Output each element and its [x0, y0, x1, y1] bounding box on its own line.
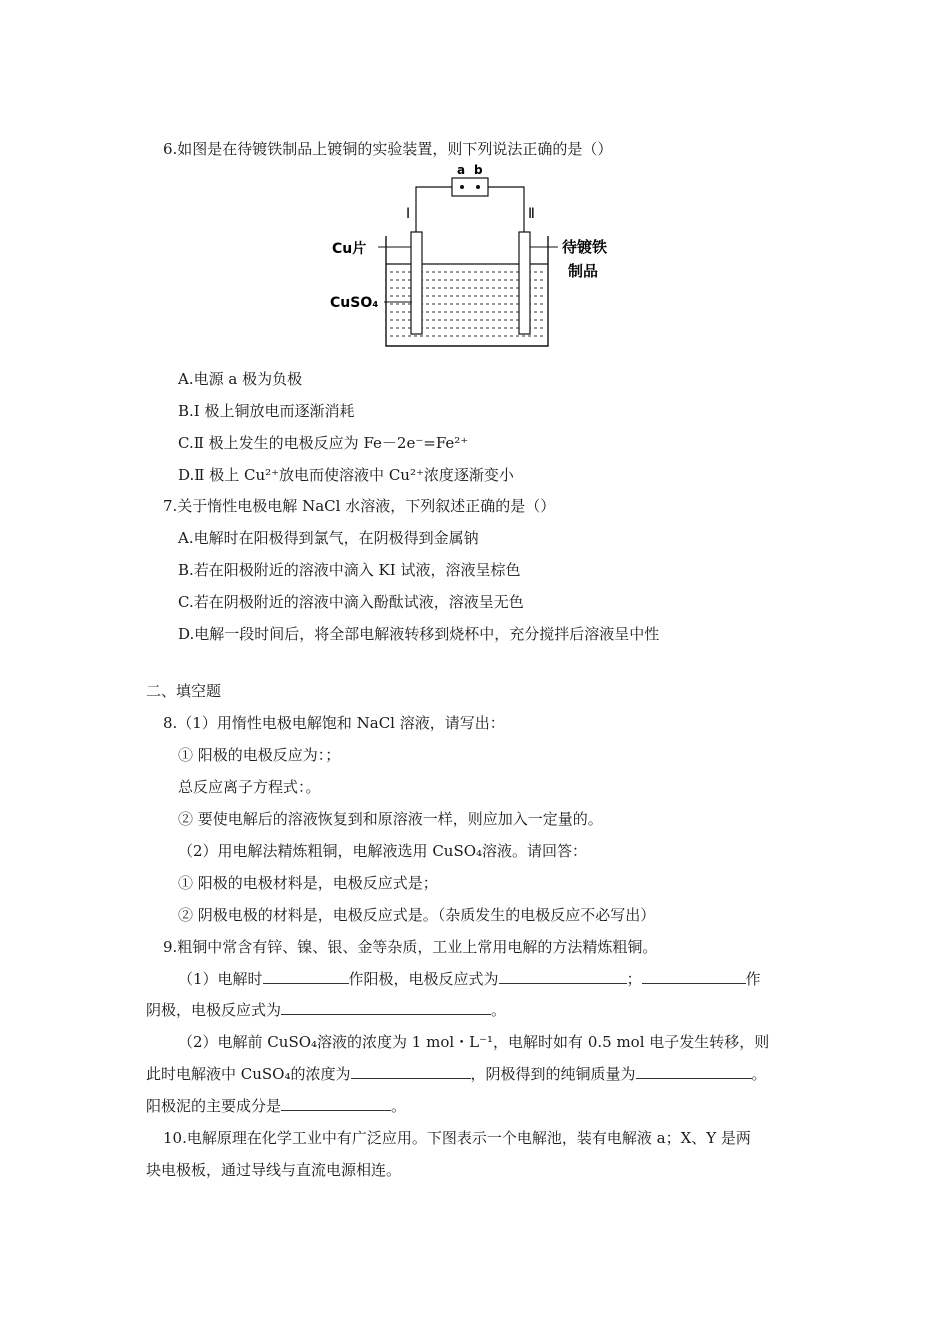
cuso4-label: CuSO₄: [330, 295, 379, 311]
wire-right: [488, 187, 524, 236]
answer-blank[interactable]: [636, 1064, 752, 1079]
answer-blank[interactable]: [281, 1096, 391, 1111]
q7-stem: 7.关于惰性电极电解 NaCl 水溶液，下列叙述正确的是（）: [163, 497, 556, 515]
q9-stem: 9.粗铜中常含有锌、镍、银、金等杂质，工业上常用电解的方法精炼粗铜。: [163, 938, 658, 956]
electroplating-apparatus-figure: [328, 158, 628, 360]
electrode-2-iron-item: [519, 232, 530, 334]
q9-part2-line2: [146, 1064, 767, 1084]
electrode-1-cu-plate: [411, 232, 422, 334]
q9-part1-line2: [146, 1000, 506, 1020]
q8-line-1: 8.（1）用惰性电极电解饱和 NaCl 溶液，请写出：: [163, 714, 505, 732]
wire-left: [416, 187, 452, 236]
power-source-box: [452, 178, 488, 196]
q8-line-3: 总反应离子方程式：。: [178, 778, 321, 796]
q9-p1-text-e: 阴极，电极反应式为: [146, 1001, 282, 1019]
terminal-b-dot: [476, 185, 480, 189]
terminal-b-label: b: [474, 163, 483, 177]
q7-option-a: A.电解时在阳极得到氯气，在阴极得到金属钠: [178, 529, 479, 547]
q7-option-b: B.若在阳极附近的溶液中滴入 KI 试液，溶液呈棕色: [178, 561, 521, 579]
q9-p2-text-e: 阳极泥的主要成分是: [146, 1097, 282, 1115]
section-heading-fill-in: 二、填空题: [146, 682, 222, 700]
q9-p1-text-d: 作: [745, 970, 761, 988]
q9-p1-text-f: 。: [491, 1001, 507, 1019]
answer-blank[interactable]: [351, 1064, 471, 1079]
q7-option-c: C.若在阴极附近的溶液中滴入酚酞试液，溶液呈无色: [178, 593, 524, 611]
q10-line-1: 10.电解原理在化学工业中有广泛应用。下图表示一个电解池，装有电解液 a；X、Y 是两: [163, 1129, 751, 1147]
q9-p1-text-c: ；: [626, 970, 642, 988]
q8-line-5: （2）用电解法精炼粗铜，电解液选用 CuSO₄溶液。请回答：: [178, 842, 588, 860]
q9-part2-line3: [146, 1096, 406, 1116]
q9-p2-text-d: 。: [751, 1065, 767, 1083]
q9-part1-line1: [178, 969, 761, 989]
answer-blank[interactable]: [281, 1000, 491, 1015]
iron-label-line2: 制品: [568, 262, 599, 280]
q6-option-c: C.Ⅱ 极上发生的电极反应为 Fe－2e⁻=Fe²⁺: [178, 434, 469, 452]
q10-line-2: 块电极板，通过导线与直流电源相连。: [146, 1161, 402, 1179]
q6-stem: 6.如图是在待镀铁制品上镀铜的实验装置，则下列说法正确的是（）: [163, 140, 613, 158]
answer-blank[interactable]: [642, 969, 746, 984]
q9-p2-text-c: ，阴极得到的纯铜质量为: [470, 1065, 636, 1083]
iron-label-line1: 待镀铁: [562, 238, 608, 256]
q7-option-d: D.电解一段时间后，将全部电解液转移到烧杯中，充分搅拌后溶液呈中性: [178, 625, 660, 643]
q8-line-6: ① 阳极的电极材料是，电极反应式是；: [178, 874, 438, 892]
q8-line-2: ① 阳极的电极反应为：；: [178, 746, 341, 764]
q9-p1-text-a: （1）电解时: [178, 970, 263, 988]
q9-part2-line1: （2）电解前 CuSO₄溶液的浓度为 1 mol・L⁻¹，电解时如有 0.5 mol 电子发生转移，则: [178, 1033, 770, 1051]
q8-line-4: ② 要使电解后的溶液恢复到和原溶液一样，则应加入一定量的。: [178, 810, 603, 828]
q6-option-a: A.电源 a 极为负极: [178, 370, 303, 388]
terminal-a-dot: [460, 185, 464, 189]
cu-plate-label: Cu片: [332, 241, 367, 257]
q6-option-d: D.Ⅱ 极上 Cu²⁺放电而使溶液中 Cu²⁺浓度逐渐变小: [178, 466, 514, 484]
answer-blank[interactable]: [499, 969, 627, 984]
q6-option-b: B.Ⅰ 极上铜放电而逐渐消耗: [178, 402, 355, 420]
q9-p1-text-b: 作阳极，电极反应式为: [348, 970, 499, 988]
q8-line-7: ② 阴极电极的材料是，电极反应式是。（杂质发生的电极反应不必写出）: [178, 906, 656, 924]
answer-blank[interactable]: [263, 969, 349, 984]
electrode-2-label: Ⅱ: [528, 206, 535, 222]
electrode-1-label: Ⅰ: [406, 206, 411, 222]
terminal-a-label: a: [457, 163, 466, 177]
q9-p2-text-f: 。: [391, 1097, 407, 1115]
q9-p2-text-b: 此时电解液中 CuSO₄的浓度为: [146, 1065, 351, 1083]
